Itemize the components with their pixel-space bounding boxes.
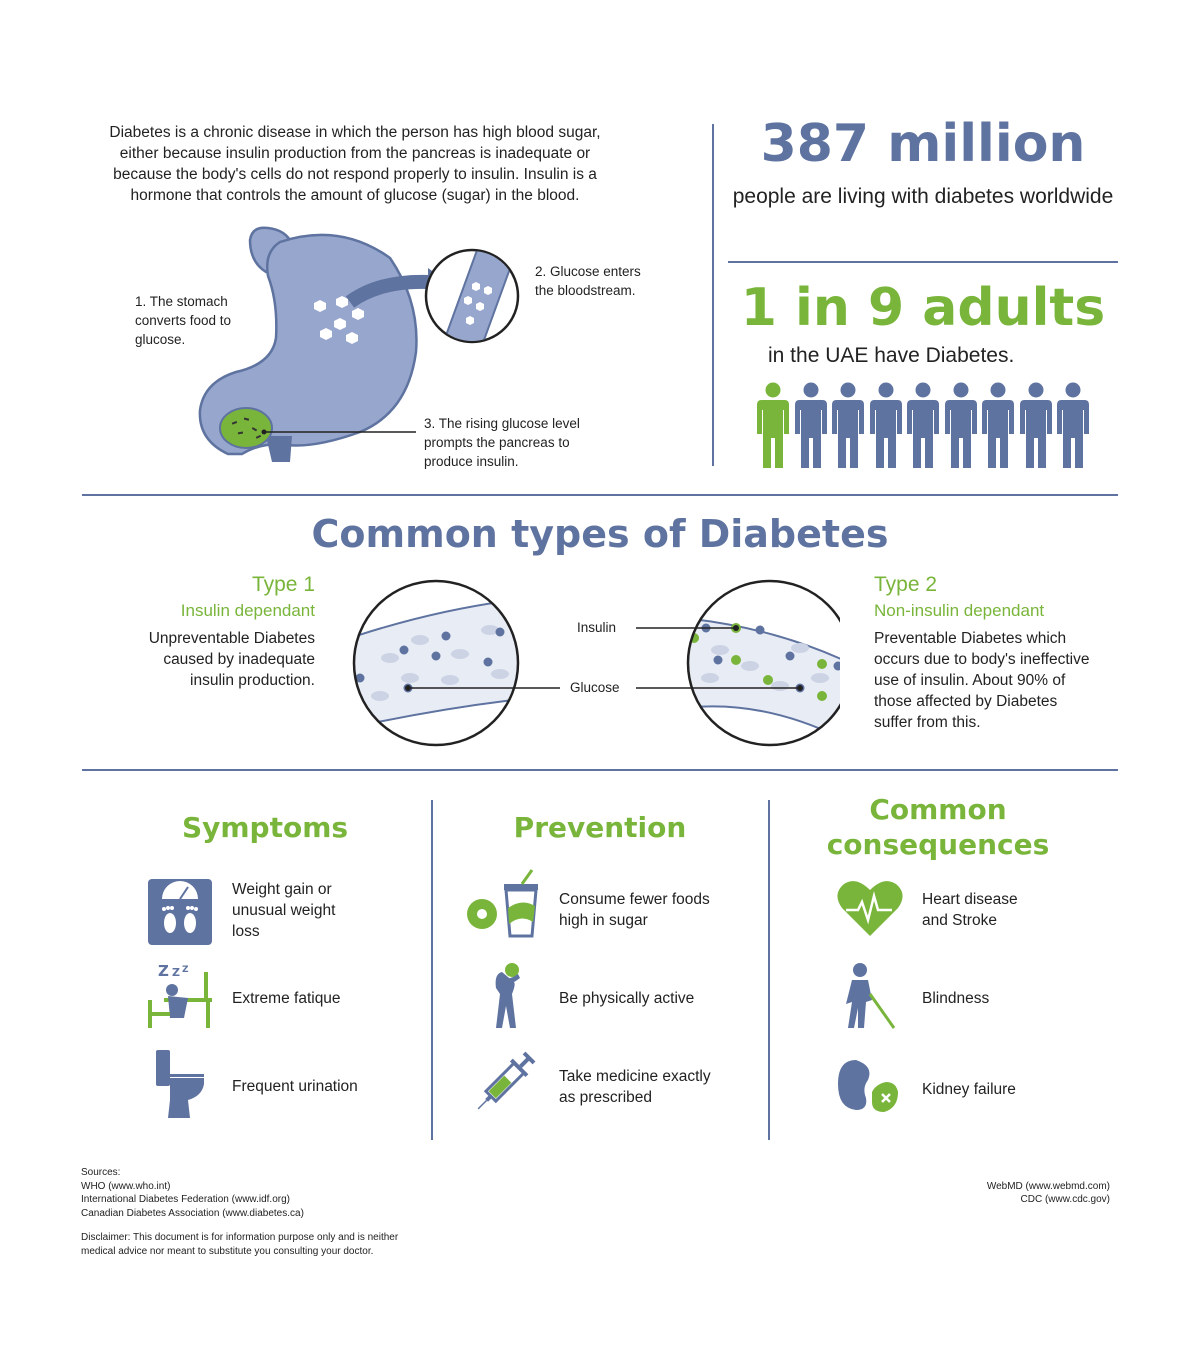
toilet-icon xyxy=(154,1050,206,1120)
source-webmd: WebMD (www.webmd.com) xyxy=(986,1181,1110,1192)
prevention-active-label: Be physically active xyxy=(559,990,695,1007)
column-divider-1 xyxy=(431,800,433,1140)
svg-text:Z: Z xyxy=(182,965,189,975)
insulin-label: Insulin xyxy=(577,620,617,635)
source-cda: Canadian Diabetes Association (www.diabetes.ca) xyxy=(81,1208,304,1219)
person-icon xyxy=(944,382,978,468)
symptom-fatigue-label: Extreme fatique xyxy=(232,990,341,1007)
intro-text: Diabetes is a chronic disease in which the person has high blood sugar, either because insulin production from the pancreas is inadequate or because the body's cells do not respond properly to insulin. Insulin is a hormone that controls the amount of glucose (sugar) in the blood. xyxy=(109,124,601,204)
person-icon xyxy=(1019,382,1053,468)
source-who: WHO (www.who.int) xyxy=(81,1181,171,1192)
section-divider-2 xyxy=(82,769,1118,771)
type1-subtitle: Insulin dependant xyxy=(180,601,315,620)
person-icon xyxy=(831,382,865,468)
person-icon xyxy=(1056,382,1090,468)
kidney-icon xyxy=(836,1058,902,1114)
types-title: Common types of Diabetes xyxy=(311,512,889,556)
world-stat-text: people are living with diabetes worldwide xyxy=(732,185,1114,208)
type2-name: Type 2 xyxy=(874,573,938,596)
glucose-label: Glucose xyxy=(570,680,620,695)
fatigue-icon xyxy=(144,962,216,1030)
step1-caption: 1. The stomach converts food to glucose. xyxy=(135,294,232,347)
prevention-title: Prevention xyxy=(513,811,687,844)
section-divider-1 xyxy=(82,494,1118,496)
person-icon xyxy=(981,382,1015,468)
svg-text:Z: Z xyxy=(158,962,169,980)
scale-icon xyxy=(148,879,212,945)
column-divider-2 xyxy=(768,800,770,1140)
step2-caption: 2. Glucose enters the bloodstream. xyxy=(535,264,641,298)
symptom-urination-label: Frequent urination xyxy=(232,1078,358,1095)
consequence-blindness-label: Blindness xyxy=(922,990,990,1007)
blood-vessel-diagram xyxy=(350,578,840,748)
prevention-sugar-label: Consume fewer foods high in sugar xyxy=(559,891,710,929)
sources-heading: Sources: xyxy=(81,1167,121,1178)
consequence-heart-label: Heart disease and Stroke xyxy=(922,891,1018,929)
uae-stat-number: 1 in 9 adults xyxy=(740,278,1106,338)
stats-divider xyxy=(728,261,1118,263)
type1-name: Type 1 xyxy=(251,573,315,596)
people-row xyxy=(756,382,1096,468)
heart-icon xyxy=(836,878,904,938)
step3-caption: 3. The rising glucose level prompts the pancreas to produce insulin. xyxy=(424,416,580,469)
blind-person-icon xyxy=(842,962,898,1030)
donut-drink-icon xyxy=(466,868,540,938)
type2-subtitle: Non-insulin dependant xyxy=(874,601,1045,620)
svg-text:Z: Z xyxy=(172,966,180,979)
syringe-icon xyxy=(474,1048,536,1116)
person-icon-highlighted xyxy=(756,382,790,468)
prevention-medicine-label: Take medicine exactly as prescribed xyxy=(559,1068,711,1106)
source-idf: International Diabetes Federation (www.idf.org) xyxy=(81,1194,290,1205)
exercise-icon xyxy=(486,960,526,1030)
person-icon xyxy=(794,382,828,468)
world-stat-number: 387 million xyxy=(760,114,1086,174)
person-icon xyxy=(906,382,940,468)
top-divider xyxy=(712,124,714,466)
symptom-weight-label: Weight gain or unusual weight loss xyxy=(232,881,336,940)
symptoms-title: Symptoms xyxy=(181,811,349,844)
consequence-kidney-label: Kidney failure xyxy=(922,1081,1016,1098)
disclaimer: Disclaimer: This document is for information purpose only and is neither medical advice nor meant to substitute you consulting your doctor. xyxy=(81,1232,399,1257)
type1-description: Unpreventable Diabetes caused by inadequate insulin production. xyxy=(148,630,315,689)
type2-description: Preventable Diabetes which occurs due to body's ineffective use of insulin. About 90% of those affected by Diabetes suffer from this. xyxy=(874,630,1090,731)
consequences-title: Common consequences xyxy=(826,793,1050,861)
uae-stat-text: in the UAE have Diabetes. xyxy=(768,344,1015,367)
source-cdc: CDC (www.cdc.gov) xyxy=(1020,1194,1110,1205)
person-icon xyxy=(869,382,903,468)
